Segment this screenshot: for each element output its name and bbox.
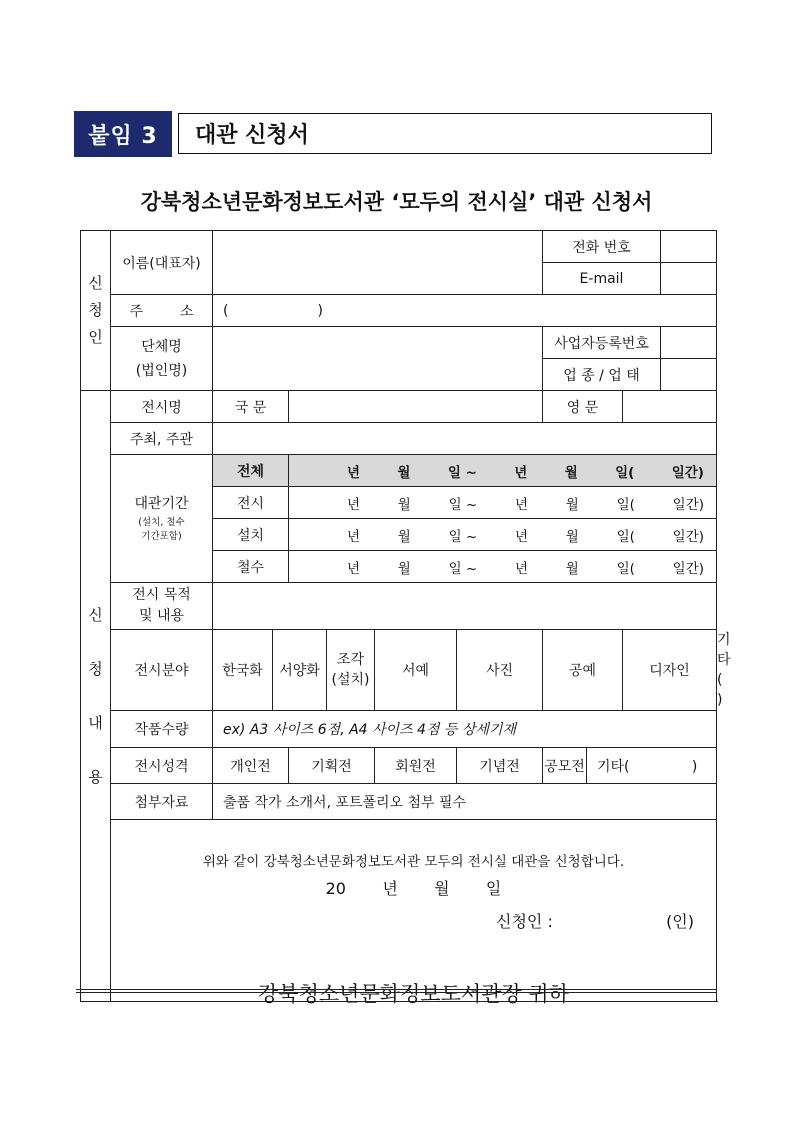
period-row-total[interactable] (289, 455, 717, 487)
bottom-divider (76, 989, 717, 990)
korean-title-field[interactable] (289, 391, 543, 423)
purpose-label: 전시 목적 및 내용 (111, 583, 213, 630)
bottom-divider (76, 992, 717, 993)
form-title: 강북청소년문화정보도서관 ‘모두의 전시실’ 대관 신청서 (140, 190, 653, 214)
period-day-end: 일( (616, 528, 635, 545)
nature-option[interactable]: 개인전 (213, 748, 289, 784)
bizno-label: 사업자등록번호 (543, 327, 661, 359)
period-month-end: 월 (565, 560, 579, 577)
period-day-start: 일 ~ (448, 560, 478, 577)
period-row-install[interactable] (289, 519, 717, 551)
seal-mark: (인) (666, 912, 695, 931)
exhibit-name-label: 전시명 (111, 391, 213, 423)
period-days: 일간) (672, 528, 705, 545)
field-option[interactable]: 서예 (375, 630, 457, 711)
org-field[interactable] (213, 327, 543, 391)
signature-section (111, 820, 717, 1006)
period-month-end: 월 (565, 528, 579, 545)
field-option[interactable]: 조각 (설치) (327, 630, 375, 711)
nature-option[interactable]: 기획전 (289, 748, 375, 784)
period-year-end: 년 (515, 528, 529, 545)
attachment-number-badge: 붙임 3 (75, 112, 171, 156)
period-row-exhibit-label: 전시 (213, 487, 289, 519)
org-label: 단체명 (법인명) (111, 327, 213, 391)
count-label: 작품수량 (111, 711, 213, 748)
nature-option-other[interactable]: 기타( ) (587, 748, 717, 784)
addressee: 강북청소년문화정보도서관장 귀하 (258, 982, 569, 1006)
biztype-label: 업 종 / 업 태 (543, 359, 661, 391)
period-row-removal[interactable] (289, 551, 717, 583)
period-year-start: 년 (347, 560, 361, 577)
period-day-end: 일( (616, 496, 635, 513)
attach-field: 출품 작가 소개서, 포트폴리오 첨부 필수 (213, 784, 717, 820)
nature-option[interactable]: 공모전 (543, 748, 587, 784)
period-days: 일간) (672, 496, 705, 513)
period-row-exhibit[interactable] (289, 487, 717, 519)
period-month-start: 월 (397, 528, 411, 545)
field-option[interactable]: 디자인 (623, 630, 717, 711)
period-days: 일간) (672, 560, 705, 577)
name-field[interactable] (213, 231, 543, 295)
count-field[interactable]: ex) A3 사이즈 6점, A4 사이즈 4점 등 상세기재 (213, 711, 717, 748)
host-label: 주최, 주관 (111, 423, 213, 455)
field-label: 전시분야 (111, 630, 213, 711)
period-year-start: 년 (347, 496, 361, 513)
biztype-field[interactable] (661, 359, 717, 391)
period-month-start: 월 (397, 496, 411, 513)
application-statement: 위와 같이 강북청소년문화정보도서관 모두의 전시실 대관을 신청합니다. (202, 854, 625, 870)
period-month-start: 월 (397, 560, 411, 577)
nature-option[interactable]: 회원전 (375, 748, 457, 784)
period-year-start: 년 (347, 528, 361, 545)
period-year-end: 년 (515, 496, 529, 513)
field-option[interactable]: 공예 (543, 630, 623, 711)
period-row-total-label: 전체 (213, 455, 289, 487)
application-form-table: 신 청 인 이름(대표자) 전화 번호 E-mail 주 소 ( ) 단체명 (법인명) 사업자등록번호 업 종 / 업 태 신 청 내 용 전시명 국 문 영 문 주최, 주관 대관기간 (설치, 철수 기간포함) 전체 년 월 일 ~ 년 월 일( 일간) 전시 년 월 일 ~ 년 월 일( 일간) 설치 년 월 일 ~ 년 월 일( 일간) 철수 년 월 일 ~ 년 월 일( 일간) 전시 목적 및 내용 전시분야 한국화 서양화 조각 (설치) 서예 사진 공예 디자인 기타 ( ) 작품수량 ex) A3 사이즈 6점, A4 사이즈 4점 등 상세기재 전시성격 개인전 기획전 회원전 기념전 공모전 기타( ) 첨부자료 출품 작가 소개서, 포트폴리오 첨부 필수 위와 같이 강북청소년문화정보도서관 모두의 전시실 대관을 신청합니다. 20 년 월 일 신청인 : (인) 강북청소년문화정보도서관장 귀하 (80, 230, 717, 1002)
host-field[interactable] (213, 423, 717, 455)
english-title-field[interactable] (623, 391, 717, 423)
field-option[interactable]: 한국화 (213, 630, 273, 711)
period-day-start: 일 ~ (448, 528, 478, 545)
phone-field[interactable] (661, 231, 717, 263)
field-option[interactable]: 사진 (457, 630, 543, 711)
period-label: 대관기간 (134, 496, 189, 512)
attach-label: 첨부자료 (111, 784, 213, 820)
nature-option[interactable]: 기념전 (457, 748, 543, 784)
email-field[interactable] (661, 263, 717, 295)
period-row-install-label: 설치 (213, 519, 289, 551)
period-days: 일간) (671, 464, 704, 481)
period-month-start: 월 (397, 464, 411, 481)
document-title-box (178, 113, 712, 154)
period-label-cell (111, 455, 213, 583)
period-day-start: 일 ~ (447, 464, 477, 481)
korean-label: 국 문 (213, 391, 289, 423)
address-field[interactable]: ( ) (213, 295, 717, 327)
phone-label: 전화 번호 (543, 231, 661, 263)
purpose-field[interactable] (213, 583, 717, 630)
period-year-end: 년 (515, 560, 529, 577)
address-label: 주 소 (111, 295, 213, 327)
period-month-end: 월 (564, 464, 578, 481)
nature-label: 전시성격 (111, 748, 213, 784)
applicant-section-label: 신 청 인 (81, 231, 111, 391)
applicant-signature-label: 신청인 : (496, 912, 553, 931)
period-day-start: 일 ~ (448, 496, 478, 513)
period-note: (설치, 철수 기간포함) (138, 517, 185, 542)
details-section-label: 신 청 내 용 (81, 391, 111, 1002)
email-label: E-mail (543, 263, 661, 295)
english-label: 영 문 (543, 391, 623, 423)
document-title: 대관 신청서 (195, 123, 309, 148)
application-date[interactable]: 20 년 월 일 (325, 879, 502, 898)
period-year-end: 년 (514, 464, 528, 481)
period-row-removal-label: 철수 (213, 551, 289, 583)
period-year-start: 년 (347, 464, 361, 481)
period-day-end: 일( (616, 560, 635, 577)
bizno-field[interactable] (661, 327, 717, 359)
field-option[interactable]: 서양화 (273, 630, 327, 711)
period-day-end: 일( (615, 464, 635, 481)
name-label: 이름(대표자) (111, 231, 213, 295)
period-month-end: 월 (565, 496, 579, 513)
